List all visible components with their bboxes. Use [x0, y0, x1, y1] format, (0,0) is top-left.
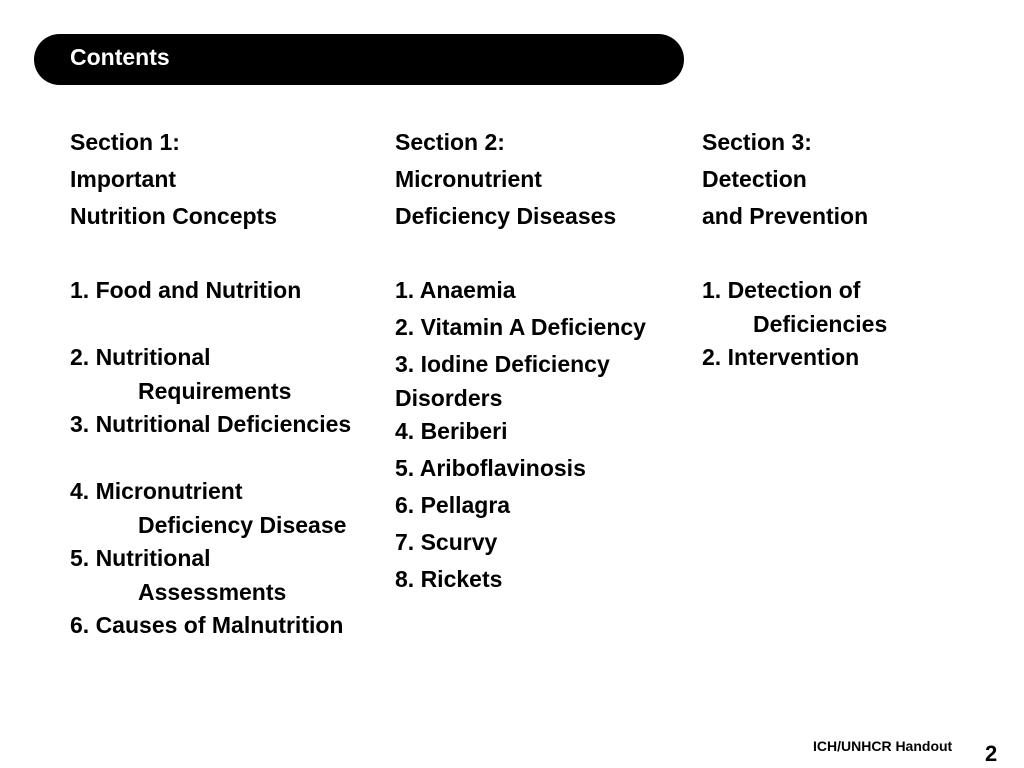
section-2-heading-line-3: Deficiency Diseases	[395, 203, 617, 229]
section-2-item-2	[395, 309, 695, 346]
section-3-item-2-text: 2. Intervention	[702, 344, 860, 370]
section-1-heading-line-3: Nutrition Concepts	[70, 203, 277, 229]
section-1-item-5	[70, 540, 388, 607]
section-1-item-6	[70, 607, 388, 644]
section-2-item-2-text: 2. Vitamin A Deficiency	[395, 314, 646, 340]
section-1-item-3	[70, 406, 388, 443]
section-3-heading-line-2: Detection	[702, 166, 807, 192]
footer-source: ICH/UNHCR Handout	[813, 738, 953, 754]
section-1-item-2-text: 2. Nutritional	[70, 344, 211, 370]
section-3-heading-line-3: and Prevention	[702, 203, 869, 229]
section-2-item-5-text: 5. Ariboflavinosis	[395, 455, 586, 481]
section-2-item-7	[395, 524, 695, 561]
section-2-item-4	[395, 413, 695, 450]
section-1-item-5-text-cont: Assessments	[138, 579, 287, 605]
section-1-item-2-text-cont: Requirements	[138, 378, 292, 404]
section-2-item-5	[395, 450, 695, 487]
section-2-item-3-text-cont: Disorders	[395, 385, 503, 411]
section-1-heading	[70, 124, 388, 235]
section-1-item-4-text-cont: Deficiency Disease	[138, 512, 347, 538]
section-2-column	[395, 124, 695, 598]
section-2-item-6-text: 6. Pellagra	[395, 492, 511, 518]
section-2-item-8-text: 8. Rickets	[395, 566, 503, 592]
section-1-item-4-text: 4. Micronutrient	[70, 478, 243, 504]
section-3-item-1-text-cont: Deficiencies	[753, 311, 888, 337]
section-1-item-1	[70, 272, 388, 309]
section-1-item-2	[70, 339, 388, 406]
section-2-item-4-text: 4. Beriberi	[395, 418, 508, 444]
spacer	[70, 443, 388, 473]
section-1-heading-line-1: Section 1:	[70, 129, 180, 155]
section-2-item-7-text: 7. Scurvy	[395, 529, 498, 555]
section-2-heading-line-2: Micronutrient	[395, 166, 542, 192]
section-2-item-8	[395, 561, 695, 598]
section-2-item-3-text: 3. Iodine Deficiency	[395, 351, 610, 377]
section-2-item-1-text: 1. Anaemia	[395, 277, 516, 303]
section-3-item-2	[702, 339, 1002, 376]
section-2-item-6	[395, 487, 695, 524]
section-1-column	[70, 124, 388, 644]
section-1-heading-line-2: Important	[70, 166, 177, 192]
page-number: 2	[985, 741, 998, 766]
section-2-item-3	[395, 346, 695, 413]
section-2-heading	[395, 124, 695, 235]
section-1-item-5-text: 5. Nutritional	[70, 545, 211, 571]
title-bar	[34, 34, 684, 85]
section-3-heading-line-1: Section 3:	[702, 129, 812, 155]
section-2-heading-line-1: Section 2:	[395, 129, 505, 155]
section-1-item-4	[70, 473, 388, 540]
section-3-item-1-text: 1. Detection of	[702, 277, 861, 303]
section-3-heading	[702, 124, 1002, 235]
section-3-item-1	[702, 272, 1002, 339]
section-3-column	[702, 124, 1002, 376]
section-1-item-1-text: 1. Food and Nutrition	[70, 277, 302, 303]
page-title: Contents	[70, 44, 170, 70]
section-1-item-3-text: 3. Nutritional Deficiencies	[70, 411, 352, 437]
section-2-item-1	[395, 272, 695, 309]
spacer	[70, 309, 388, 339]
section-1-item-6-text: 6. Causes of Malnutrition	[70, 612, 344, 638]
